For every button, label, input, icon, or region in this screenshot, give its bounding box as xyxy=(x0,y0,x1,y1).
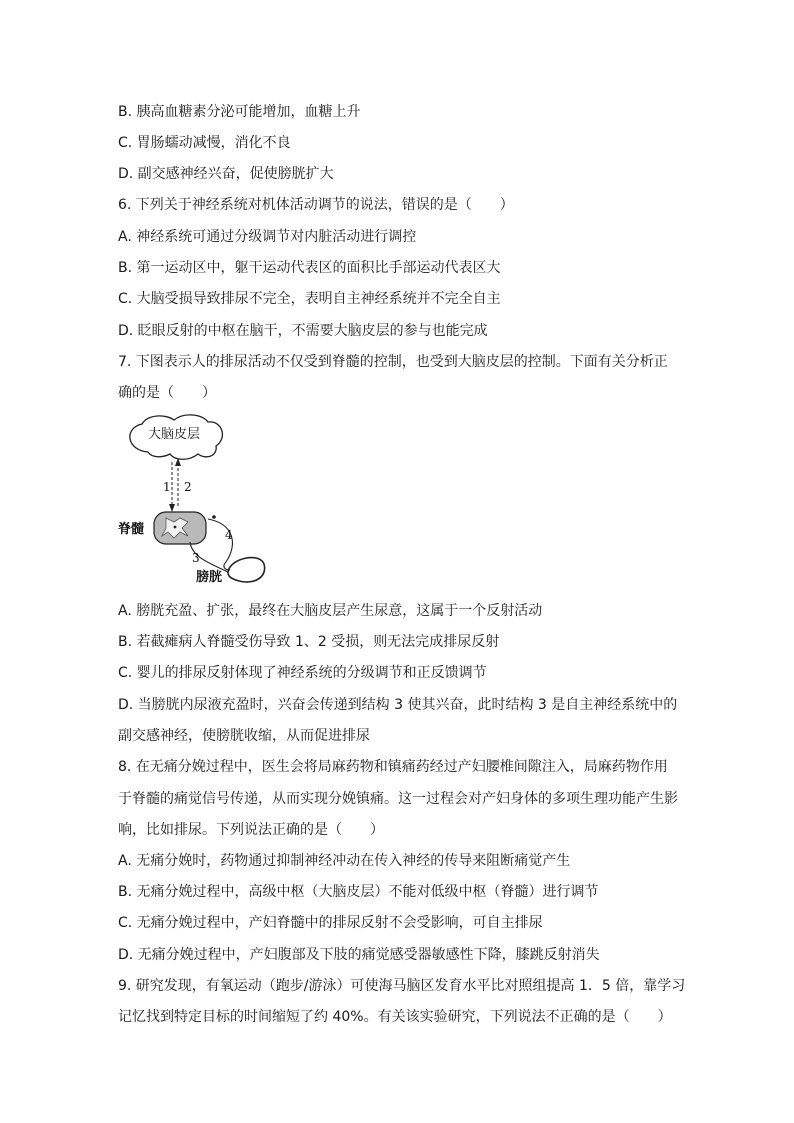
question-8-stem: 8. 在无痛分娩过程中，医生会将局麻药物和镇痛药经过产妇腰椎间隙注入，局麻药物作用 xyxy=(118,759,668,775)
option-d-q7: D. 当膀胱内尿液充盈时，兴奋会传递到结构 3 使其兴奋，此时结构 3 是自主神经系统中的 xyxy=(118,697,678,713)
question-9-stem: 9. 研究发现，有氧运动（跑步/游泳）可使海马脑区发育水平比对照组提高 1．5 倍，靠学习 xyxy=(118,978,686,994)
bladder xyxy=(228,558,265,582)
pathway-3-label: 3 xyxy=(192,551,200,565)
question-7-stem: 7. 下图表示人的排尿活动不仅受到脊髓的控制，也受到大脑皮层的控制。下面有关分析正 xyxy=(118,354,668,370)
reflex-diagram xyxy=(118,414,278,589)
question-8-stem-cont2: 响，比如排尿。下列说法正确的是（ ） xyxy=(118,822,384,838)
option-d-q5: D. 副交感神经兴奋，促使膀胱扩大 xyxy=(118,166,334,182)
spinal-cord-label: 脊髓 xyxy=(118,522,145,537)
option-a-q7: A. 膀胱充盈、扩张，最终在大脑皮层产生尿意，这属于一个反射活动 xyxy=(118,603,543,619)
option-c-q7: C. 婴儿的排尿反射体现了神经系统的分级调节和正反馈调节 xyxy=(118,665,487,681)
option-b-q7: B. 若截瘫病人脊髓受伤导致 1、2 受损，则无法完成排尿反射 xyxy=(118,634,500,650)
question-7-stem-cont: 确的是（ ） xyxy=(118,385,216,401)
pathway-1-label: 1 xyxy=(163,480,171,494)
option-b-q5: B. 胰高血糖素分泌可能增加，血糖上升 xyxy=(118,104,361,120)
option-c-q5: C. 胃肠蠕动减慢，消化不良 xyxy=(118,135,291,151)
urination-reflex-figure xyxy=(118,414,278,589)
question-8-stem-cont: 于脊髓的痛觉信号传递，从而实现分娩镇痛。这一过程会对产妇身体的多项生理功能产生影 xyxy=(118,791,678,807)
option-d-q7-cont: 副交感神经，使膀胱收缩，从而促进排尿 xyxy=(118,728,370,744)
pathway-4-label: 4 xyxy=(225,528,233,542)
pathway-2-label: 2 xyxy=(184,480,192,494)
option-a-q6: A. 神经系统可通过分级调节对内脏活动进行调控 xyxy=(118,229,417,245)
option-a-q8: A. 无痛分娩时，药物通过抑制神经冲动在传入神经的传导来阻断痛觉产生 xyxy=(118,853,571,869)
option-d-q6: D. 眨眼反射的中枢在脑干，不需要大脑皮层的参与也能完成 xyxy=(118,323,488,339)
question-9-stem-cont: 记忆找到特定目标的时间缩短了约 40%。有关该实验研究，下列说法不正确的是（ ） xyxy=(118,1009,672,1025)
bladder-label: 膀胱 xyxy=(196,570,223,585)
question-6-stem: 6. 下列关于神经系统对机体活动调节的说法，错误的是（ ） xyxy=(118,197,514,213)
brain-label: 大脑皮层 xyxy=(148,427,201,442)
option-b-q8: B. 无痛分娩过程中，高级中枢（大脑皮层）不能对低级中枢（脊髓）进行调节 xyxy=(118,884,599,900)
pathway-4-nerve xyxy=(208,519,232,570)
option-b-q6: B. 第一运动区中，躯干运动代表区的面积比手部运动代表区大 xyxy=(118,260,501,276)
option-c-q8: C. 无痛分娩过程中，产妇脊髓中的排尿反射不会受影响，可自主排尿 xyxy=(118,915,543,931)
option-c-q6: C. 大脑受损导致排尿不完全，表明自主神经系统并不完全自主 xyxy=(118,291,501,307)
option-d-q8: D. 无痛分娩过程中，产妇腹部及下肢的痛觉感受器敏感性下降，膝跳反射消失 xyxy=(118,947,600,963)
